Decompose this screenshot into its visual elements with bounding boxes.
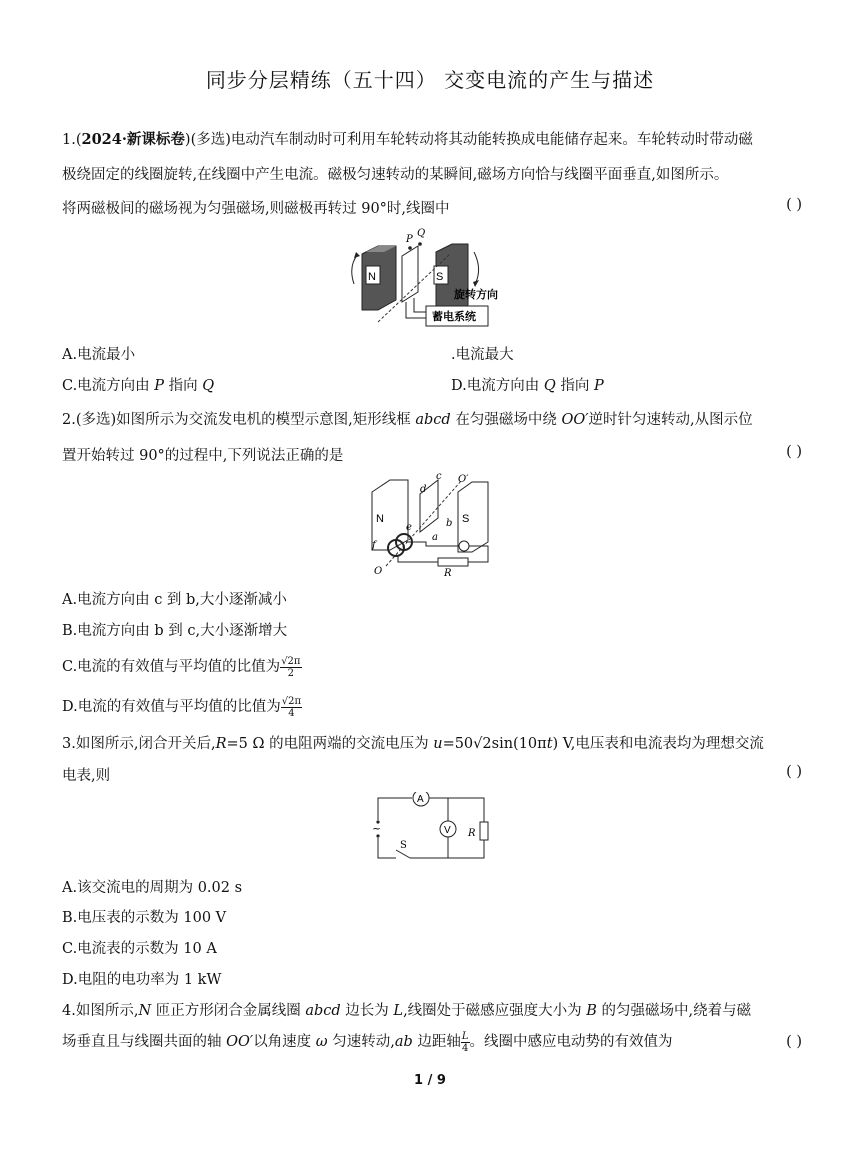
q3-option-d: D.电阻的电功率为 1 kW — [62, 972, 222, 988]
q1-option-a: A.电流最小 — [62, 347, 136, 363]
q3-option-a: A.该交流电的周期为 0.02 s — [62, 880, 243, 896]
q3-option-b: B.电压表的示数为 100 V — [62, 910, 227, 926]
q1-option-c: C.电流方向由 P 指向 Q — [62, 378, 215, 394]
svg-text:旋转方向: 旋转方向 — [454, 288, 498, 301]
q1-line3: 将两磁极间的磁场视为匀强磁场,则磁极再转过 90°时,线圈中 — [62, 201, 450, 217]
q3-answer-paren: ( ) — [786, 764, 802, 780]
svg-text:b: b — [446, 518, 453, 529]
q1-line1: 1.(2024·新课标卷)(多选)电动汽车制动时可利用车轮转动将其动能转换成电能储存起来。车轮转动时带动磁 — [62, 131, 753, 148]
q2-answer-paren: ( ) — [786, 444, 802, 460]
q1-source: 2024·新课标卷 — [81, 131, 185, 148]
q2-option-c: C.电流的有效值与平均值的比值为 $\frac{√2\pi}{2}$ — [62, 655, 301, 679]
q1-answer-paren: ( ) — [786, 197, 802, 213]
q1-line2: 极绕固定的线圈旋转,在线圈中产生电流。磁极匀速转动的某瞬间,磁场方向恰与线圈平面垂直,如图所示。 — [62, 167, 729, 183]
svg-text:c: c — [436, 471, 442, 482]
q4-line2: 场垂直且与线圈共面的轴 OO′以角速度 ω 匀速转动,ab 边距轴 $\frac{L}{4}$ 。线圈中感应电动势的有效值为 — [62, 1030, 673, 1054]
q4-answer-paren: ( ) — [786, 1034, 802, 1050]
q3-option-c: C.电流表的示数为 10 A — [62, 941, 217, 957]
q4-line1: 4.如图所示,N 匝正方形闭合金属线圈 abcd 边长为 L,线圈处于磁感应强度大小为 B 的匀强磁场中,绕着与磁 — [62, 1003, 752, 1019]
svg-text:Q: Q — [417, 228, 426, 239]
page-title: 同步分层精练（五十四） 交变电流的产生与描述 — [205, 68, 655, 92]
svg-text:a: a — [432, 532, 438, 543]
svg-text:S: S — [462, 513, 470, 525]
q2-option-c-fraction: $\frac{√2\pi}{2}$ — [281, 655, 301, 679]
q2-figure — [366, 470, 496, 578]
svg-text:N: N — [376, 513, 384, 525]
q2-line1: 2.(多选)如图所示为交流发电机的模型示意图,矩形线框 abcd 在匀强磁场中绕 OO′逆时针匀速转动,从图示位 — [62, 412, 753, 428]
q1-option-d: D.电流方向由 Q 指向 P — [451, 378, 604, 394]
page-number: 1 / 9 — [414, 1073, 446, 1088]
svg-text:f: f — [372, 540, 376, 551]
q2-option-b: B.电流方向由 b 到 c,大小逐渐增大 — [62, 623, 288, 639]
q4-fraction: $\frac{L}{4}$ — [461, 1030, 469, 1054]
q2-option-a: A.电流方向由 c 到 b,大小逐渐减小 — [62, 592, 287, 608]
q2-option-d: D.电流的有效值与平均值的比值为 $\frac{√2\pi}{4}$ — [62, 695, 302, 719]
svg-text:R: R — [468, 828, 476, 839]
q3-line2: 电表,则 — [62, 768, 111, 784]
q3-line1: 3.如图所示,闭合开关后,R=5 Ω 的电阻两端的交流电压为 u=50√2sin(10πt) V,电压表和电流表均为理想交流 — [62, 736, 764, 752]
svg-text:S: S — [436, 271, 444, 283]
svg-text:A: A — [417, 794, 424, 805]
svg-text:O′: O′ — [458, 474, 469, 485]
q2-option-d-fraction: $\frac{√2\pi}{4}$ — [281, 695, 302, 719]
svg-text:蓄电系统: 蓄电系统 — [432, 310, 476, 323]
q1-figure — [340, 222, 530, 332]
svg-text:O: O — [374, 566, 383, 577]
q1-option-b: .电流最大 — [451, 347, 514, 363]
svg-text:e: e — [406, 522, 412, 533]
svg-text:V: V — [444, 825, 451, 836]
q2-line2: 置开始转过 90°的过程中,下列说法正确的是 — [62, 448, 344, 464]
svg-text:P: P — [406, 234, 413, 245]
svg-text:R: R — [444, 568, 452, 578]
svg-text:~: ~ — [372, 822, 382, 835]
svg-text:S: S — [400, 840, 407, 851]
svg-text:N: N — [368, 271, 376, 283]
svg-text:d: d — [420, 484, 427, 495]
q3-figure — [366, 792, 496, 864]
